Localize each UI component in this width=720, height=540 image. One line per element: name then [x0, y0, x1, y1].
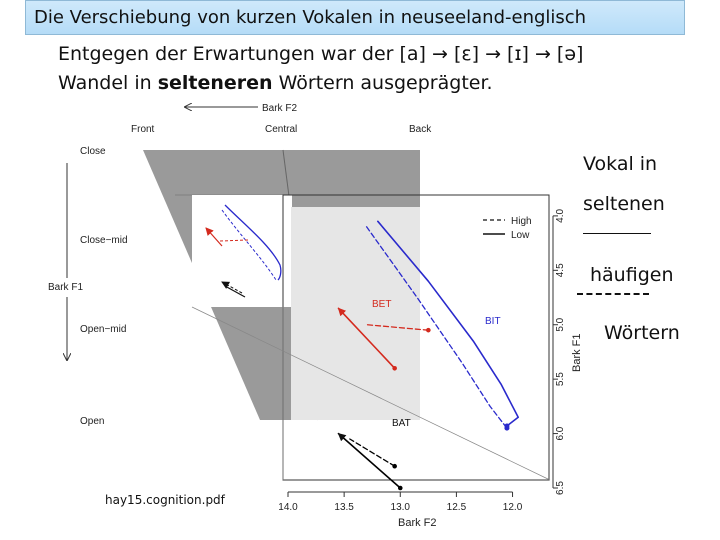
- x-axis-title: Bark F2: [398, 517, 437, 529]
- label-open: Open: [80, 416, 105, 427]
- label-front: Front: [131, 124, 155, 135]
- vowel-label-bit: BIT: [485, 316, 501, 327]
- bark-f2-top-label: Bark F2: [262, 103, 298, 114]
- subtitle-line-2-post: Wörtern ausgeprägter.: [272, 72, 493, 94]
- series-startpoint: [392, 464, 397, 469]
- legend-low-label: Low: [511, 230, 530, 241]
- series-bat-high: [350, 439, 395, 466]
- legend-high-label: High: [511, 216, 532, 227]
- side-dashed-line: [577, 293, 649, 295]
- label-open-mid: Open−mid: [80, 324, 127, 335]
- label-central: Central: [265, 124, 298, 135]
- label-close-mid: Close−mid: [80, 235, 128, 246]
- y-axis-title: Bark F1: [571, 333, 583, 372]
- label-close: Close: [80, 146, 106, 157]
- side-solid-line: [583, 233, 651, 234]
- series-endpoint: [504, 423, 509, 428]
- series-startpoint: [392, 366, 397, 371]
- vowel-label-bat: BAT: [392, 418, 411, 429]
- y-tick-label: 6.0: [555, 426, 566, 441]
- y-tick-label: 4.5: [555, 263, 566, 278]
- x-tick-label: 12.0: [502, 502, 523, 513]
- y-tick-label: 6.5: [555, 481, 566, 495]
- y-tick-label: 4.0: [555, 208, 566, 223]
- y-tick-label: 5.0: [555, 317, 566, 332]
- y-tick-label: 5.5: [555, 372, 566, 387]
- side-label-seltenen: seltenen: [583, 193, 665, 215]
- slide-title: Die Verschiebung von kurzen Vokalen in neuseeland-englisch: [34, 7, 587, 28]
- label-bark-f1: Bark F1: [48, 282, 84, 293]
- vowel-label-bet: BET: [372, 299, 392, 310]
- x-axis: [278, 492, 522, 513]
- label-back: Back: [409, 124, 432, 135]
- plot-panel: [291, 207, 420, 420]
- side-label-vokal-in: Vokal in: [583, 153, 658, 175]
- subtitle-line-2-bold: selteneren: [157, 72, 273, 94]
- series-startpoint: [398, 486, 403, 491]
- side-label-haeufigen: häufigen: [590, 264, 674, 286]
- series-startpoint: [426, 328, 431, 333]
- x-tick-label: 13.0: [390, 502, 411, 513]
- inset-panel: [192, 195, 292, 307]
- side-label-woertern: Wörtern: [604, 322, 680, 344]
- subtitle-line-2-pre: Wandel in: [58, 72, 158, 94]
- x-tick-label: 12.5: [446, 502, 467, 513]
- subtitle-line-1: Entgegen der Erwartungen war der [a] → [ε] → [ɪ] → [ə]: [58, 43, 584, 65]
- x-tick-label: 13.5: [334, 502, 354, 513]
- source-citation: hay15.cognition.pdf: [105, 493, 225, 507]
- y-axis: [553, 208, 566, 494]
- x-tick-label: 14.0: [278, 502, 298, 513]
